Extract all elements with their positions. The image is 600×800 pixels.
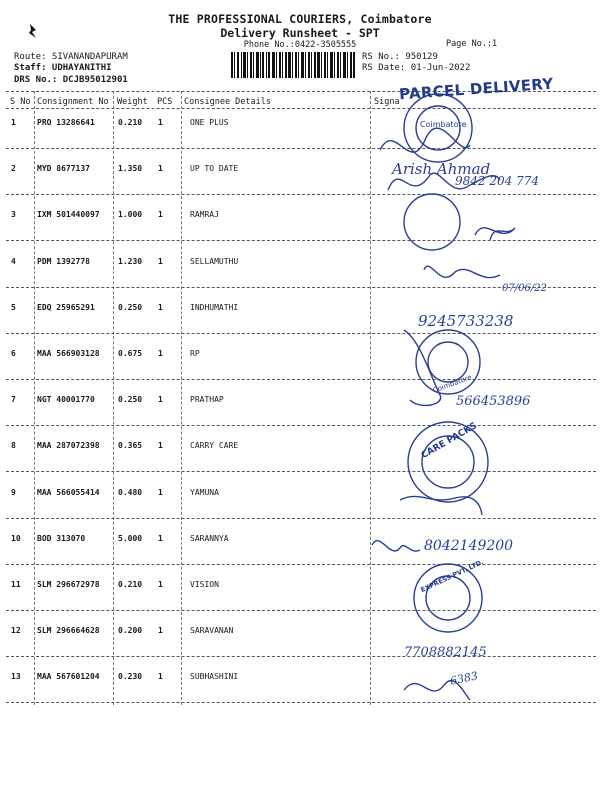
col-header-pcs: PCS <box>157 97 173 107</box>
cell-pcs: 1 <box>158 533 163 543</box>
cell-weight: 0.210 <box>118 580 143 589</box>
stamp-text: Coimbatore <box>420 120 467 129</box>
cell-consignee: SARAVANAN <box>190 626 234 636</box>
cell-consignee: ONE PLUS <box>190 118 229 127</box>
cell-weight: 0.250 <box>118 395 143 405</box>
stamp-text: CARE PACKS <box>419 421 479 461</box>
cell-weight: 0.365 <box>118 441 143 451</box>
cell-consignment: EDQ 25965291 <box>37 302 95 312</box>
cell-consignment: SLM 296672978 <box>37 580 100 589</box>
col-separator <box>34 91 35 705</box>
route-label: Route: SIVANANDAPURAM <box>14 52 128 62</box>
cell-pcs: 1 <box>158 672 163 682</box>
handwritten-name: Arish Ahmad <box>392 160 491 178</box>
cell-pcs: 1 <box>158 626 163 636</box>
cell-weight: 0.210 <box>118 118 143 127</box>
handwritten-phone: 8042149200 <box>424 538 514 554</box>
row-separator <box>6 610 596 611</box>
cell-consignee: SUBHASHINI <box>190 672 239 682</box>
cell-consignment: PDM 1392778 <box>37 256 90 266</box>
row-separator <box>6 333 596 334</box>
cell-consignee: INDHUMATHI <box>190 302 239 312</box>
cell-sno: 8 <box>11 441 16 451</box>
table-header-rule <box>6 108 596 109</box>
cell-weight: 1.350 <box>118 164 143 174</box>
row-separator <box>6 425 596 426</box>
cell-sno: 11 <box>11 580 21 589</box>
cell-consignment: NGT 40001770 <box>37 395 95 405</box>
cell-pcs: 1 <box>158 164 163 174</box>
cell-consignment: SLM 296664628 <box>37 626 100 636</box>
cell-weight: 1.230 <box>118 256 143 266</box>
cell-consignee: CARRY CARE <box>190 441 239 451</box>
cell-consignment: MAA 567601204 <box>37 672 100 682</box>
handwritten-date: 07/06/22 <box>502 283 547 294</box>
cell-sno: 6 <box>11 349 16 358</box>
row-separator <box>6 471 596 472</box>
row-separator <box>6 656 596 657</box>
col-header-sno: S No <box>10 97 31 107</box>
cell-consignee: PRATHAP <box>190 395 224 405</box>
document-subtitle: Delivery Runsheet - SPT <box>220 26 380 40</box>
col-separator <box>113 91 114 705</box>
col-header-weight: Weight <box>117 97 148 107</box>
col-header-consignee: Consignee Details <box>184 97 271 107</box>
cell-pcs: 1 <box>158 302 163 312</box>
cell-sno: 13 <box>11 672 21 682</box>
cell-consignee: SARANNYA <box>190 533 229 543</box>
rs-date: RS Date: 01-Jun-2022 <box>362 63 471 73</box>
cell-pcs: 1 <box>158 118 163 127</box>
staff-label: Staff: UDHAYANITHI <box>14 63 112 73</box>
col-separator <box>370 91 371 705</box>
col-separator <box>181 91 182 705</box>
row-separator <box>6 240 596 241</box>
cell-sno: 3 <box>11 210 16 220</box>
cell-sno: 7 <box>11 395 16 405</box>
cell-consignee: VISION <box>190 580 219 589</box>
cell-consignment: MYD 8677137 <box>37 164 90 174</box>
cell-pcs: 1 <box>158 441 163 451</box>
barcode <box>231 52 355 78</box>
page-number: Page No.:1 <box>446 39 498 49</box>
handwritten-phone: 566453896 <box>456 394 531 409</box>
rs-number: RS No.: 950129 <box>362 52 438 62</box>
cell-pcs: 1 <box>158 349 163 358</box>
handwritten-phone: 9842 204 774 <box>455 174 539 188</box>
cell-weight: 0.480 <box>118 487 143 497</box>
phone-number: Phone No.:0422-3505555 <box>243 40 357 50</box>
row-separator <box>6 379 596 380</box>
cell-sno: 1 <box>11 118 16 127</box>
cell-consignment: MAA 287072398 <box>37 441 100 451</box>
cell-sno: 2 <box>11 164 16 174</box>
cell-consignment: PRO 13286641 <box>37 118 95 127</box>
row-separator <box>6 702 596 703</box>
cell-weight: 0.230 <box>118 672 143 682</box>
cell-consignment: BOD 313070 <box>37 533 86 543</box>
cell-pcs: 1 <box>158 580 163 589</box>
cell-consignee: RAMRAJ <box>190 210 219 220</box>
document-title: THE PROFESSIONAL COURIERS, Coimbatore <box>168 12 432 26</box>
cell-weight: 0.200 <box>118 626 143 636</box>
cell-pcs: 1 <box>158 487 163 497</box>
cell-consignee: RP <box>190 349 200 358</box>
row-separator <box>6 194 596 195</box>
cell-sno: 4 <box>11 256 16 266</box>
stamp-text: EXPRESS PVT. LTD. <box>419 557 485 595</box>
cell-consignee: YAMUNA <box>190 487 219 497</box>
col-header-consignment: Consignment No <box>37 97 109 107</box>
cell-sno: 10 <box>11 533 21 543</box>
cell-consignment: MAA 566903128 <box>37 349 100 358</box>
cell-weight: 0.675 <box>118 349 143 358</box>
handwritten-phone: 7708882145 <box>404 645 487 660</box>
round-stamp-icon <box>408 422 488 502</box>
col-header-signature: Signa <box>374 97 400 107</box>
cell-weight: 1.000 <box>118 210 143 220</box>
cell-sno: 5 <box>11 302 16 312</box>
parcel-delivery-stamp: PARCEL DELIVERY <box>398 74 555 104</box>
round-stamp-icon <box>404 194 460 250</box>
cell-consignment: IXM 501440097 <box>37 210 100 220</box>
handwritten-phone: 9245733238 <box>418 312 514 330</box>
row-separator <box>6 518 596 519</box>
cell-consignment: MAA 566055414 <box>37 487 100 497</box>
cell-pcs: 1 <box>158 395 163 405</box>
cell-pcs: 1 <box>158 256 163 266</box>
cell-weight: 5.000 <box>118 533 143 543</box>
cell-pcs: 1 <box>158 210 163 220</box>
cell-weight: 0.250 <box>118 302 143 312</box>
cell-consignee: UP TO DATE <box>190 164 239 174</box>
cell-sno: 9 <box>11 487 16 497</box>
stamp-text: Coimbatore <box>431 373 473 395</box>
drs-number: DRS No.: DCJB95012901 <box>14 75 128 85</box>
cell-sno: 12 <box>11 626 21 636</box>
cell-consignee: SELLAMUTHU <box>190 256 239 266</box>
row-separator <box>6 564 596 565</box>
handwritten-phone: 6383 <box>448 669 480 688</box>
row-separator <box>6 148 596 149</box>
